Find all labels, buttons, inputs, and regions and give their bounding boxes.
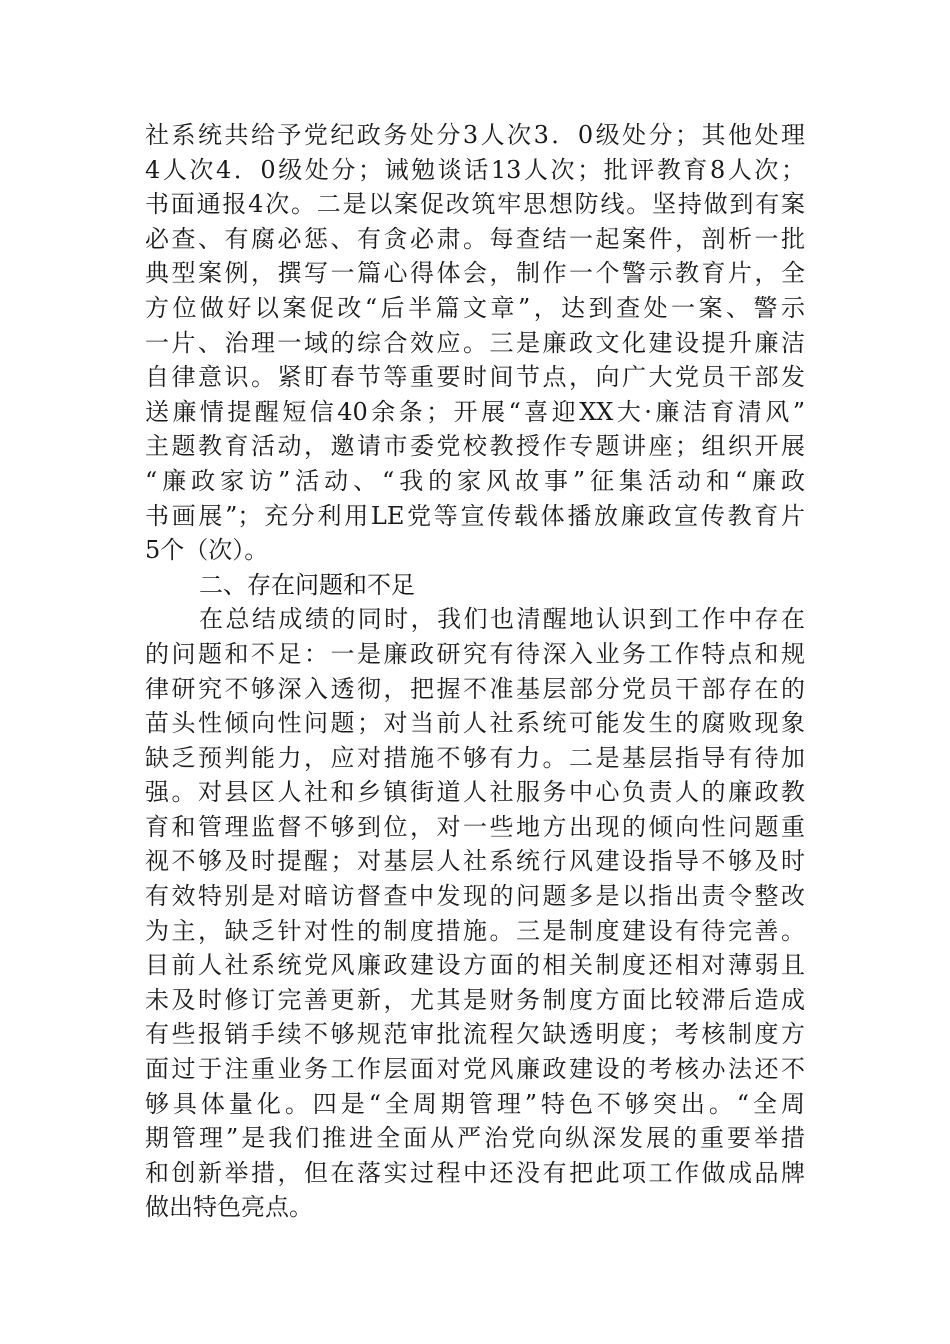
paragraph-2-line: 在总结成绩的同时，我们也清醒地认识到工作中存在 <box>199 605 805 634</box>
paragraph-1-line: 书面通报4次。二是以案促改筑牢思想防线。坚持做到有案 <box>145 190 805 219</box>
document-body <box>145 118 805 1225</box>
section-heading: 二、存在问题和不足 <box>199 570 415 599</box>
paragraph-1-line: 5个（次）。 <box>145 536 269 565</box>
paragraph-2-line: 和创新举措，但在落实过程中还没有把此项工作做成品牌 <box>145 1158 805 1187</box>
paragraph-1-line: 4人次4．0级处分；诫勉谈话13人次；批评教育8人次； <box>145 155 805 184</box>
paragraph-2-line: 面过于注重业务工作层面对党风廉政建设的考核办法还不 <box>145 1055 805 1084</box>
paragraph-2-line: 育和管理监督不够到位，对一些地方出现的倾向性问题重 <box>145 812 805 841</box>
paragraph-1-line: “廉政家访”活动、“我的家风故事”征集活动和“廉政 <box>145 466 805 495</box>
paragraph-2-line: 为主，缺乏针对性的制度措施。三是制度建设有待完善。 <box>145 916 805 945</box>
paragraph-1-line: 典型案例，撰写一篇心得体会，制作一个警示教育片，全 <box>145 259 805 288</box>
paragraph-2-line: 够具体量化。四是“全周期管理”特色不够突出。“全周 <box>145 1089 805 1118</box>
paragraph-1-line: 社系统共给予党纪政务处分3人次3．0级处分；其他处理 <box>145 121 805 149</box>
paragraph-2-line: 未及时修订完善更新，尤其是财务制度方面比较滞后造成 <box>145 985 805 1014</box>
paragraph-1-line: 必查、有腐必惩、有贪必肃。每查结一起案件，剖析一批 <box>145 224 805 253</box>
paragraph-1-line: 方位做好以案促改“后半篇文章”，达到查处一案、警示 <box>145 293 805 322</box>
paragraph-1-line: 书画展”；充分利用LE党等宣传载体播放廉政宣传教育片 <box>145 501 805 530</box>
paragraph-2-line: 有效特别是对暗访督查中发现的问题多是以指出责令整改 <box>145 882 805 911</box>
paragraph-1-line: 主题教育活动，邀请市委党校教授作专题讲座；组织开展 <box>145 432 805 461</box>
paragraph-1-line: 一片、治理一域的综合效应。三是廉政文化建设提升廉洁 <box>145 328 805 357</box>
paragraph-1-line: 送廉情提醒短信40余条；开展“喜迎XX大·廉洁育清风” <box>145 397 805 426</box>
paragraph-2-line: 有些报销手续不够规范审批流程欠缺透明度；考核制度方 <box>145 1020 805 1049</box>
paragraph-2-line: 强。对县区人社和乡镇街道人社服务中心负责人的廉政教 <box>145 778 805 807</box>
paragraph-2-line: 视不够及时提醒；对基层人社系统行风建设指导不够及时 <box>145 847 805 876</box>
paragraph-2-line: 做出特色亮点。 <box>145 1193 313 1222</box>
paragraph-1-line: 自律意识。紧盯春节等重要时间节点，向广大党员干部发 <box>145 363 805 392</box>
paragraph-2-line: 苗头性倾向性问题；对当前人社系统可能发生的腐败现象 <box>145 709 805 738</box>
paragraph-2-line: 目前人社系统党风廉政建设方面的相关制度还相对薄弱且 <box>145 951 805 980</box>
paragraph-2-line: 缺乏预判能力，应对措施不够有力。二是基层指导有待加 <box>145 743 805 772</box>
paragraph-2-line: 律研究不够深入透彻，把握不准基层部分党员干部存在的 <box>145 674 805 703</box>
paragraph-2-line: 的问题和不足：一是廉政研究有待深入业务工作特点和规 <box>145 639 805 668</box>
paragraph-2-line: 期管理”是我们推进全面从严治党向纵深发展的重要举措 <box>145 1124 805 1153</box>
